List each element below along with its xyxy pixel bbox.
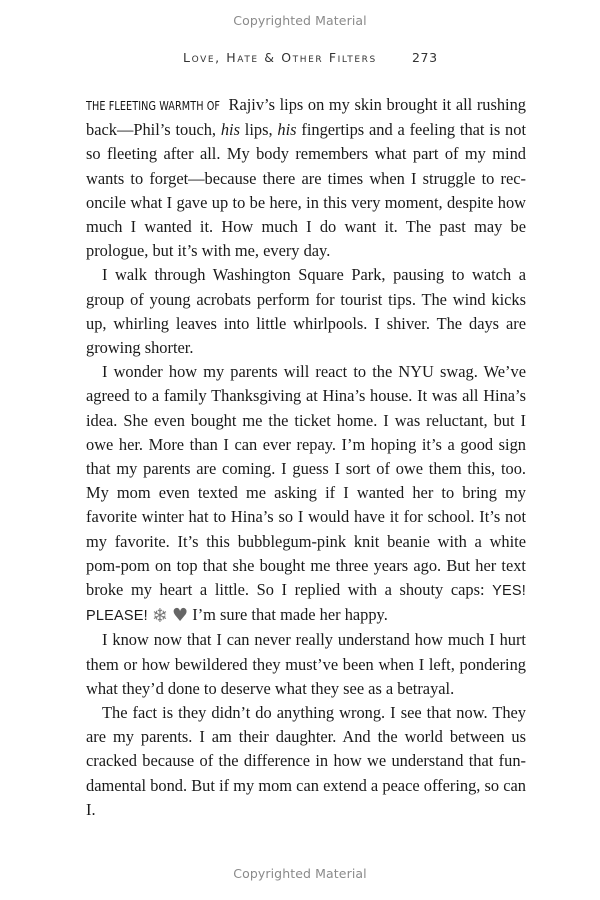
- paragraph-1-text-b: lips,: [239, 120, 278, 140]
- page-number: 273: [412, 50, 438, 65]
- paragraph-3-text-b: I’m sure that made her happy.: [188, 605, 388, 625]
- copyright-watermark-bottom: Copyrighted Material: [233, 866, 367, 881]
- paragraph-1-text-c: fingertips and a feeling that is not so fleeting after all. My body remembers what part of my mind wants to forget—because there are times when I struggle to reconcile what I gave up to be here, in this very moment, despite how much I wanted it. How much I do want it. The past may be prologue, but it’s with me, every day.: [86, 120, 527, 261]
- paragraph-3: [86, 360, 526, 628]
- paragraph-1-emphasis-a: his: [220, 120, 240, 140]
- running-head-title: Love, Hate & Other Filters: [183, 50, 377, 65]
- paragraph-2: I walk through Washington Square Park, pausing to watch a group of young acrobats perform for tourist tips. The wind kicks up, whirling leaves into little whirlpools. I shiver. The days are growing shorter.: [86, 265, 526, 358]
- chapter-lead-in: THE FLEETING WARMTH OF: [86, 98, 221, 113]
- body-text: [86, 93, 526, 822]
- heart-icon: ♥: [172, 605, 189, 627]
- paragraph-1-text-a: Rajiv’s lips on my skin brought it all rushing back—Phil’s touch,: [86, 95, 526, 140]
- snowflake-icon: ❄: [151, 605, 168, 628]
- shouty-caps-text: YES! PLEASE!: [86, 583, 526, 625]
- paragraph-3-text-a: I wonder how my parents will react to the NYU swag. We’ve agreed to a family Thanksgiving at Hina’s house. It was all Hina’s idea. She even bought me the ticket home. I was reluctant, but I owe her. More than I can ever repay. I’m hoping it’s a good sign that my parents are coming. I guess I sort of owe them this, too. My mom even texted me asking if I wanted her to bring my favorite winter hat to Hina’s so I would have it for school. It’s not my favorite. It’s this bubblegum-pink knit beanie with a white pom-pom on top that she bought me three years ago. But her text broke my heart a little. So I replied with a shouty caps:: [86, 362, 526, 600]
- paragraph-1-emphasis-b: his: [277, 120, 297, 140]
- paragraph-4: I know now that I can never really understand how much I hurt them or how bewildered they must’ve been when I left, pondering what they’d done to deserve what they see as a betrayal.: [86, 630, 526, 698]
- copyright-watermark-top: Copyrighted Material: [233, 13, 367, 28]
- paragraph-5: The fact is they didn’t do anything wrong. I see that now. They are my parents. I am their daughter. And the world between us cracked because of the difference in how we understand that fundamental bond. But if my mom can extend a peace offering, so can I.: [86, 703, 526, 819]
- paragraph-1: [86, 93, 526, 263]
